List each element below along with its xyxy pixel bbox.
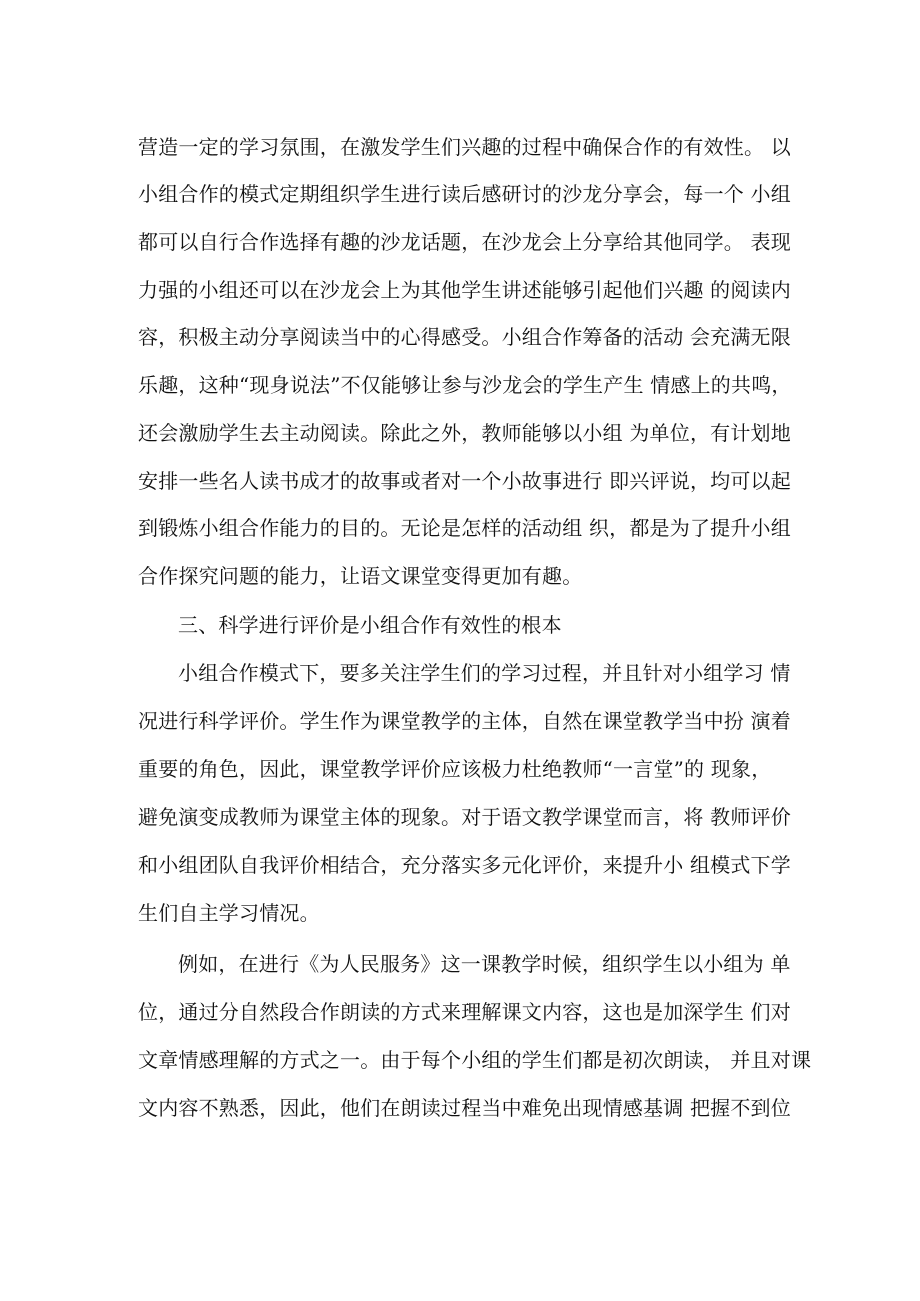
paragraph-3-line-4: 文内容不熟悉，因此，他们在朗读过程当中难免出现情感基调 把握不到位 bbox=[138, 1096, 791, 1120]
paragraph-1-line-4: 力强的小组还可以在沙龙会上为其他学生讲述能够引起他们兴趣 的阅读内 bbox=[138, 278, 791, 302]
paragraph-2-line-5: 和小组团队自我评价相结合，充分落实多元化评价，来提升小 组模式下学 bbox=[138, 853, 791, 877]
paragraph-3-line-3: 文章情感理解的方式之一。由于每个小组的学生们都是初次朗读， 并且对课 bbox=[138, 1048, 812, 1072]
paragraph-2-line-3: 重要的角色，因此，课堂教学评价应该极力杜绝教师“一言堂”的 现象， bbox=[138, 757, 772, 781]
paragraph-1-line-3: 都可以自行合作选择有趣的沙龙话题，在沙龙会上分享给其他同学。 表现 bbox=[138, 230, 791, 254]
paragraph-3-line-2: 位，通过分自然段合作朗读的方式来理解课文内容，这也是加深学生 们对 bbox=[138, 1000, 791, 1024]
paragraph-1-line-6: 乐趣，这种“现身说法”不仅能够让参与沙龙会的学生产生 情感上的共鸣， bbox=[138, 373, 792, 397]
paragraph-2-line-6: 生们自主学习情况。 bbox=[138, 901, 320, 925]
paragraph-1-line-2: 小组合作的模式定期组织学生进行读后感研讨的沙龙分享会，每一个 小组 bbox=[138, 182, 791, 206]
paragraph-2-line-1: 小组合作模式下，要多关注学生们的学习过程，并且针对小组学习 情 bbox=[178, 661, 791, 685]
paragraph-1-line-10: 合作探究问题的能力，让语文课堂变得更加有趣。 bbox=[138, 564, 583, 588]
paragraph-1-line-9: 到锻炼小组合作能力的目的。无论是怎样的活动组 织，都是为了提升小组 bbox=[138, 516, 791, 540]
paragraph-1-line-8: 安排一些名人读书成才的故事或者对一个小故事进行 即兴评说，均可以起 bbox=[138, 469, 791, 493]
section-heading: 三、科学进行评价是小组合作有效性的根本 bbox=[178, 613, 562, 637]
paragraph-1-line-7: 还会激励学生去主动阅读。除此之外，教师能够以小组 为单位，有计划地 bbox=[138, 421, 791, 445]
paragraph-2-line-2: 况进行科学评价。学生作为课堂教学的主体，自然在课堂教学当中扮 演着 bbox=[138, 709, 791, 733]
paragraph-1-line-5: 容，积极主动分享阅读当中的心得感受。小组合作筹备的活动 会充满无限 bbox=[138, 325, 791, 349]
paragraph-1-line-1: 营造一定的学习氛围，在激发学生们兴趣的过程中确保合作的有效性。 以 bbox=[138, 135, 791, 159]
paragraph-3-line-1: 例如，在进行《为人民服务》这一课教学时候，组织学生以小组为 单 bbox=[178, 952, 791, 976]
paragraph-2-line-4: 避免演变成教师为课堂主体的现象。对于语文教学课堂而言，将 教师评价 bbox=[138, 805, 791, 829]
